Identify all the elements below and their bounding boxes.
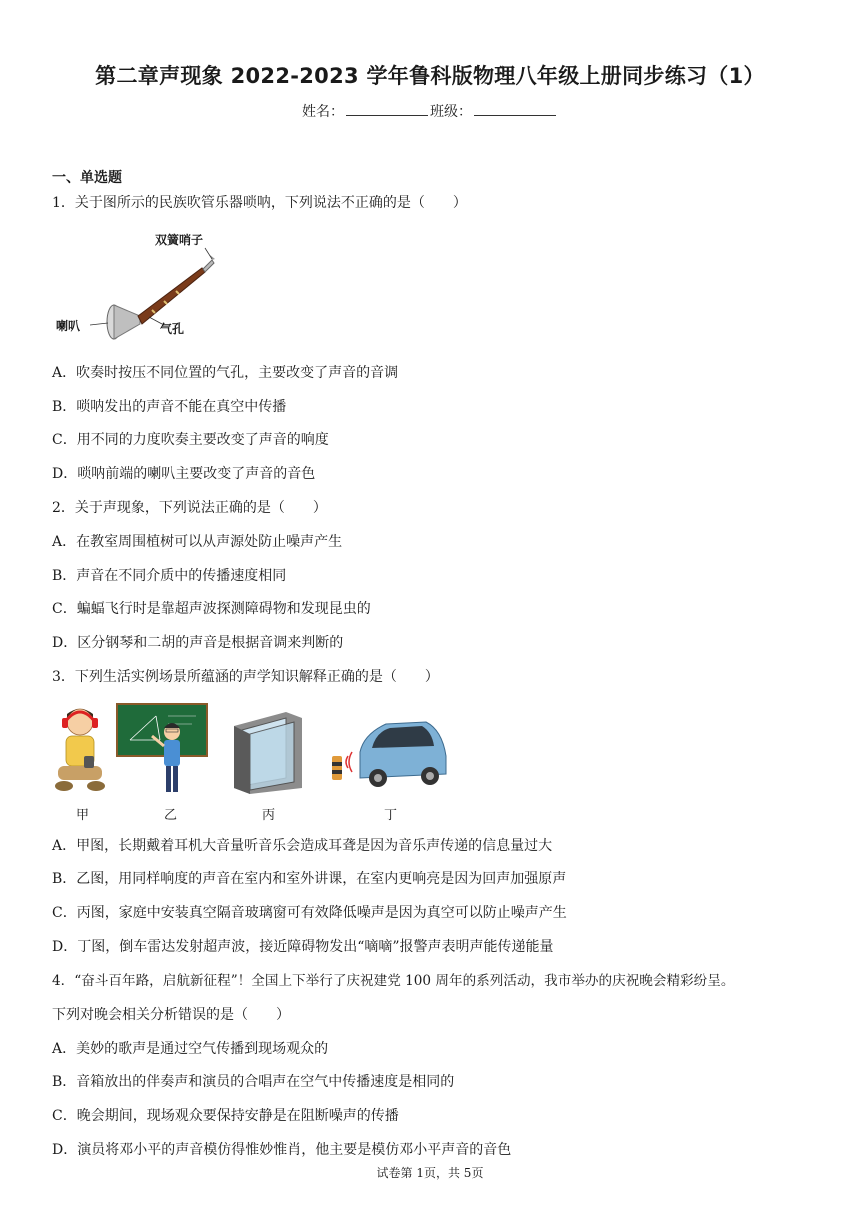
horn-label: 喇叭 xyxy=(56,319,81,333)
caption-ding: 丁 xyxy=(384,808,398,823)
reed-tube xyxy=(203,260,214,272)
vacuum-window-illustration xyxy=(228,708,308,796)
q1-option-b: B．唢呐发出的声音不能在真空中传播 xyxy=(52,399,287,415)
q4-option-b: B．音箱放出的伴奏声和演员的合唱声在空气中传播速度是相同的 xyxy=(52,1074,455,1090)
q2-option-b: B．声音在不同介质中的传播速度相同 xyxy=(52,568,287,584)
hole-label: 气孔 xyxy=(160,322,185,336)
page-footer: 试卷第 1页，共 5页 xyxy=(376,1166,484,1180)
q2-stem: 2．关于声现象，下列说法正确的是（ ） xyxy=(52,500,327,516)
q2-option-c: C．蝙蝠飞行时是靠超声波探测障碍物和发现昆虫的 xyxy=(52,601,371,617)
suona-figure xyxy=(52,228,232,343)
name-blank xyxy=(346,101,428,116)
q4-stem-line2: 下列对晚会相关分析错误的是（ ） xyxy=(52,1007,290,1023)
section-title: 一、单选题 xyxy=(52,170,122,186)
q1-stem: 1．关于图所示的民族吹管乐器唢呐，下列说法不正确的是（ ） xyxy=(52,195,467,211)
horn-cone xyxy=(114,305,140,339)
caption-jia: 甲 xyxy=(76,808,90,823)
q1-option-c: C．用不同的力度吹奏主要改变了声音的响度 xyxy=(52,432,329,448)
name-label: 姓名： xyxy=(302,104,344,120)
q3-option-d: D．丁图，倒车雷达发射超声波，接近障碍物发出“嘀嘀”报警声表明声能传递能量 xyxy=(52,939,554,955)
q4-stem-line1: 4．“奋斗百年路，启航新征程”！全国上下举行了庆祝建党 100 周年的系列活动，我市举办的庆祝晚会精彩纷呈。 xyxy=(52,973,735,989)
horn-leader xyxy=(90,323,108,325)
q1-option-a: A．吹奏时按压不同位置的气孔，主要改变了声音的音调 xyxy=(52,365,399,381)
q4-option-c: C．晚会期间，现场观众要保持安静是在阻断噪声的传播 xyxy=(52,1108,399,1124)
student-info xyxy=(0,101,860,121)
teacher-illustration xyxy=(116,702,208,796)
figure-yi-teacher xyxy=(116,702,208,796)
q3-option-b: B．乙图，用同样响度的声音在室内和室外讲课，在室内更响亮是因为回声加强原声 xyxy=(52,871,567,887)
reed-leader xyxy=(205,248,212,259)
page-title: 第二章声现象 2022-2023 学年鲁科版物理八年级上册同步练习（1） xyxy=(95,64,765,88)
figure-ding-car xyxy=(326,716,450,794)
headphone-boy-illustration xyxy=(52,702,108,794)
q4-option-d: D．演员将邓小平的声音模仿得惟妙惟肖，他主要是模仿邓小平声音的音色 xyxy=(52,1142,512,1158)
q4-option-a: A．美妙的歌声是通过空气传播到现场观众的 xyxy=(52,1041,329,1057)
figure-jia-headphones xyxy=(52,702,108,794)
q2-option-d: D．区分钢琴和二胡的声音是根据音调来判断的 xyxy=(52,635,344,651)
q3-option-a: A．甲图，长期戴着耳机大音量听音乐会造成耳聋是因为音乐声传递的信息量过大 xyxy=(52,838,553,854)
reed-label: 双簧哨子 xyxy=(155,233,204,247)
q1-option-d: D．唢呐前端的喇叭主要改变了声音的音色 xyxy=(52,466,316,482)
class-blank xyxy=(474,101,556,116)
figure-bing-window xyxy=(228,708,308,796)
caption-bing: 丙 xyxy=(262,808,276,823)
class-label: 班级： xyxy=(430,104,472,120)
pipe-body xyxy=(138,268,205,324)
caption-yi: 乙 xyxy=(164,808,178,823)
q3-option-c: C．丙图，家庭中安装真空隔音玻璃窗可有效降低噪声是因为真空可以防止噪声产生 xyxy=(52,905,567,921)
q2-option-a: A．在教室周围植树可以从声源处防止噪声产生 xyxy=(52,534,343,550)
q3-stem: 3．下列生活实例场景所蕴涵的声学知识解释正确的是（ ） xyxy=(52,669,439,685)
reversing-car-illustration xyxy=(326,716,450,794)
